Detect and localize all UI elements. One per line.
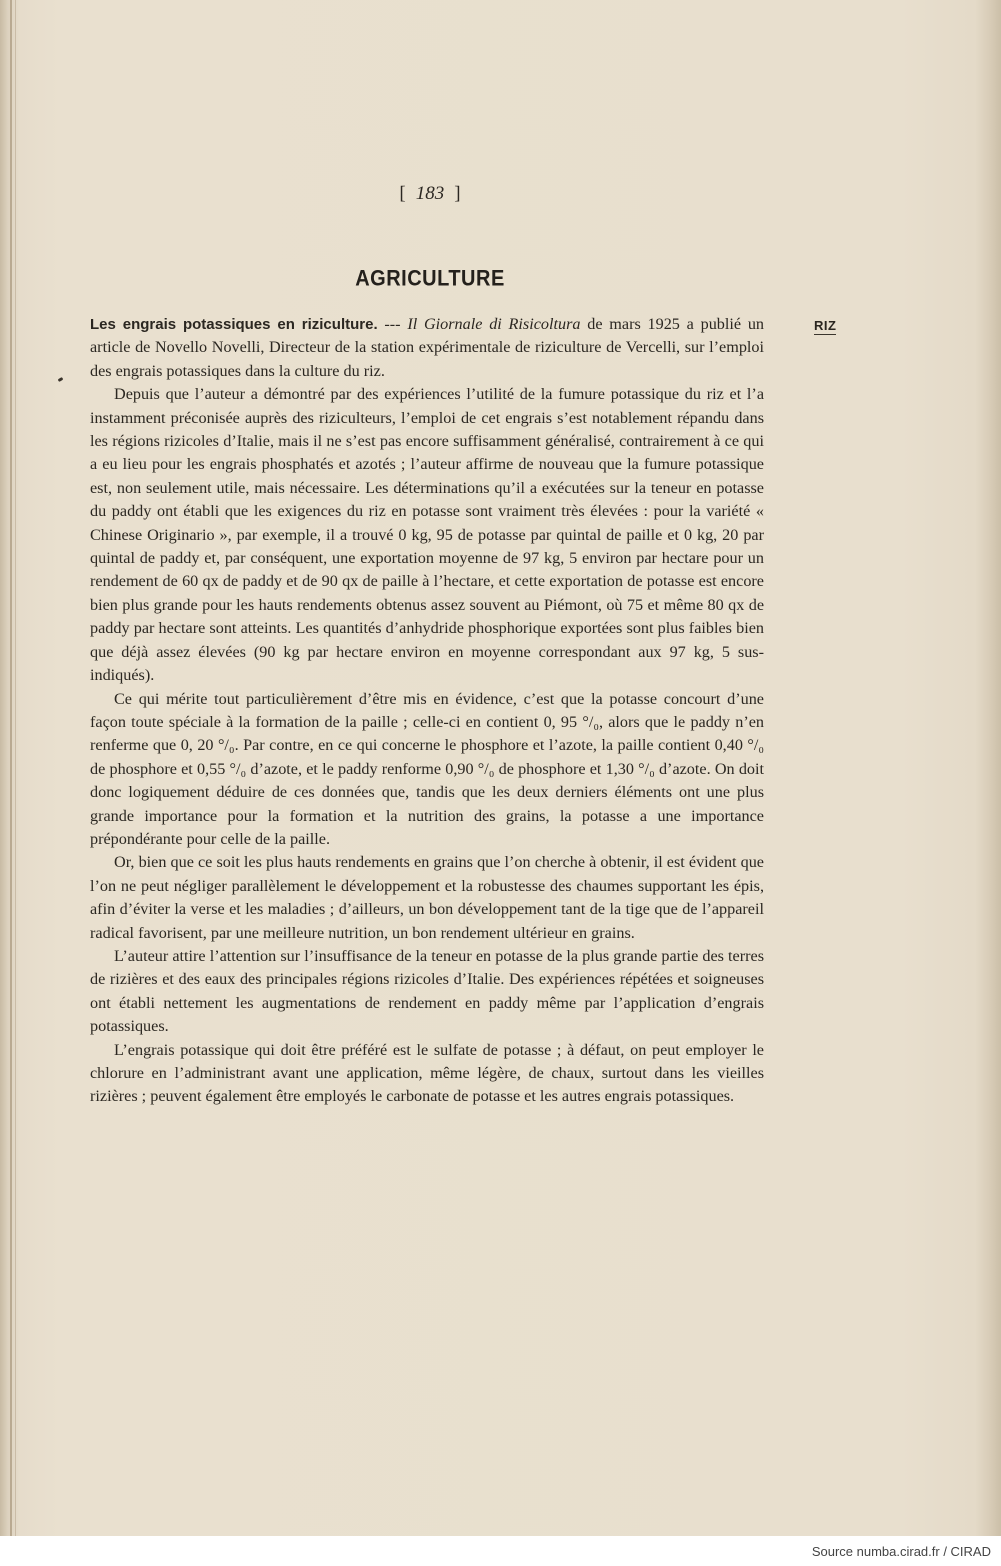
page-gutter-edge-inner: [15, 0, 16, 1536]
paragraph: Depuis que l’auteur a démontré par des expériences l’utilité de la fumure potassique du riz et l’a instamment préconisée auprès des riziculteurs, l’emploi de cet engrais s’est notablement répandu dans les régions rizicoles d’Italie, mais il ne s’est pas encore suffisamment généralisé, contrairement à ce qui a eu lieu pour les engrais phosphatés et azotés ; l’auteur affirme de nouveau que la fumure potassique est, non seulement utile, mais nécessaire. Les déterminations qu’il a exécutées sur la teneur en potasse du paddy ont établi que les exigences du riz en potasse sont vraiment très élevées : pour la variété « Chinese Originario », par exemple, il a trouvé 0 kg, 95 de potasse par quintal de paille et 0 kg, 20 par quintal de paddy et, par conséquent, une exportation moyenne de 97 kg, 5 environ par hectare pour un rendement de 60 qx de paddy et de 90 qx de paille à l’hectare, et cette exportation de potasse est encore bien plus grande pour les hauts rendements obtenus assez souvent au Piémont, où 75 et même 80 qx de paddy par hectare sont atteints. Les quantités d’anhydride phosphorique exportées sont plus faibles bien que déjà assez élevées (90 kg par hectare environ en moyenne correspondant aux 97 kg, 5 sus-indiqués).: [90, 385, 764, 685]
paragraph: Or, bien que ce soit les plus hauts rendements en grains que l’on cherche à obtenir, il est évident que l’on ne peut négliger parallèlement le développement et la robustesse des chaumes supportant les épis, afin d’éviter la verse et les maladies ; d’ailleurs, un bon développement tant de la tige que de l’appareil radical favorisent, par une meilleure nutrition, un bon rendement ultérieur en grains.: [90, 853, 764, 942]
page-gutter-edge: [10, 0, 12, 1536]
page-number-value: 183: [415, 183, 445, 204]
intro-text: de mars 1925 a publié un article de Novello Novelli, Directeur de la station expérimentale de riziculture de Vercelli, sur l’emploi des engrais potassiques dans la culture du riz.: [90, 315, 765, 380]
journal-name: Il Giornale di Risicoltura: [407, 315, 581, 333]
article-title: Les engrais potassiques en riziculture.: [90, 316, 378, 333]
page-number-bracket-close: ]: [454, 183, 461, 204]
article-body: [90, 313, 764, 1109]
source-credit: Source numba.cirad.fr / CIRAD: [811, 1544, 991, 1559]
page-number-bracket-open: [: [399, 183, 406, 204]
page-number: [0, 183, 860, 205]
margin-note: RIZ: [814, 318, 837, 333]
title-dash: ---: [377, 315, 408, 333]
article-intro-paragraph: [90, 313, 764, 383]
section-heading: AGRICULTURE: [355, 266, 505, 292]
paragraph: Ce qui mérite tout particulièrement d’être mis en évidence, c’est que la potasse concourt d’une façon toute spéciale à la formation de la paille ; celle-ci en contient 0, 95 °/₀, alors que le paddy n’en renferme que 0, 20 °/₀. Par contre, en ce qui concerne le phosphore et l’azote, la paille contient 0,40 °/₀ de phosphore et 0,55 °/₀ d’azote, et le paddy renforme 0,90 °/₀ de phosphore et 1,30 °/₀ d’azote. On doit donc logiquement déduire de ces données que, tandis que les deux derniers éléments ont une plus grande importance pour la formation et la nutrition des grains, la potasse a une importance prépondérante pour celle de la paille.: [90, 689, 764, 848]
paragraph: L’auteur attire l’attention sur l’insuffisance de la teneur en potasse de la plus grande partie des terres de rizières et des eaux des principales régions rizicoles d’Italie. Des expériences répétées et soigneuses ont établi nettement les augmentations de rendement en paddy même par l’application d’engrais potassiques.: [90, 946, 764, 1036]
paragraph: L’engrais potassique qui doit être préféré est le sulfate de potasse ; à défaut, on peut employer le chlorure en l’administrant avant une application, même légère, de chaux, surtout dans les vieilles rizières ; peuvent également être employés le carbonate de potasse et les autres engrais potassiques.: [90, 1040, 764, 1106]
